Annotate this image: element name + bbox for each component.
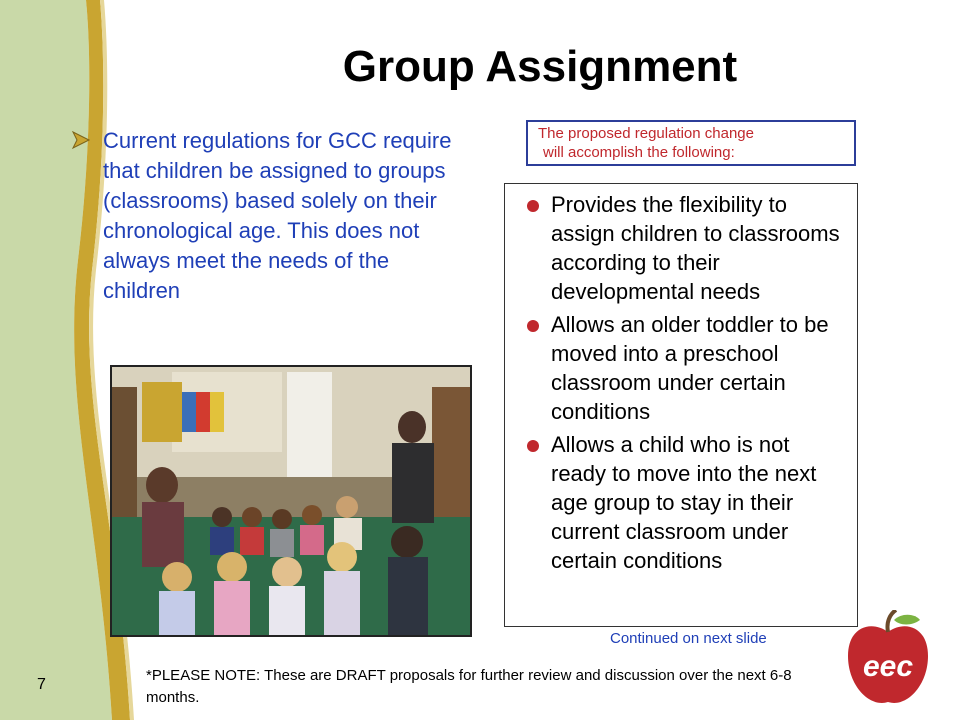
draft-note: *PLEASE NOTE: These are DRAFT proposals for further review and discussion over the next 6-8 months. xyxy=(146,667,792,706)
proposal-list xyxy=(519,190,845,575)
red-dot-icon xyxy=(527,440,539,452)
proposal-list-box xyxy=(504,183,858,627)
list-item-text: Provides the flexibility to assign children to classrooms according to their developmental needs xyxy=(551,192,840,304)
callout-line-2: will accomplish the following: xyxy=(543,144,735,161)
slide-number: 7 xyxy=(37,676,46,693)
classroom-photo xyxy=(110,365,472,637)
eec-apple-logo xyxy=(842,610,934,710)
list-item-text: Allows an older toddler to be moved into a preschool classroom under certain conditions xyxy=(551,312,829,424)
list-item xyxy=(519,430,845,575)
red-dot-icon xyxy=(527,200,539,212)
callout-line-1: The proposed regulation change xyxy=(538,125,754,142)
callout-box xyxy=(526,120,856,166)
slide-title: Group Assignment xyxy=(342,42,738,91)
red-dot-icon xyxy=(527,320,539,332)
logo-text: eec xyxy=(862,650,914,683)
list-item xyxy=(519,190,845,306)
left-bullet-block xyxy=(70,126,470,306)
list-item xyxy=(519,310,845,426)
list-item-text: Allows a child who is not ready to move into the next age group to stay in their current classroom under certain conditions xyxy=(551,432,817,573)
continued-note: Continued on next slide xyxy=(610,630,767,647)
left-bullet-text: Current regulations for GCC require that children be assigned to groups (classrooms) based solely on their chronological age. This does not always meet the needs of the children xyxy=(103,128,452,303)
arrow-right-icon xyxy=(70,129,92,151)
classroom-photo-illustration xyxy=(112,367,470,635)
